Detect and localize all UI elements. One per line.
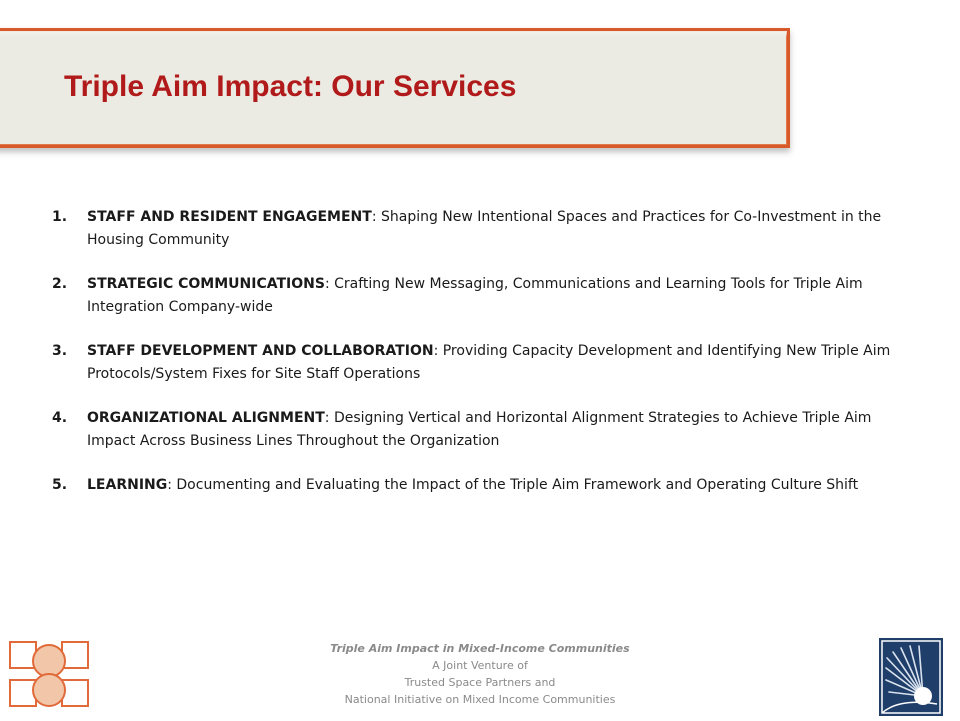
footer-line: National Initiative on Mixed Income Communities (344, 693, 616, 706)
service-name: LEARNING (87, 477, 168, 493)
trusted-space-partners-logo-icon (8, 638, 90, 715)
footer-line: A Joint Venture of (432, 659, 528, 672)
service-name: STAFF DEVELOPMENT AND COLLABORATION (87, 343, 434, 359)
service-description: : Designing Vertical and Horizontal Alignment Strategies to Achieve Triple Aim Impact Across Business Lines Throughout the Organization (87, 410, 872, 449)
service-description: : Shaping New Intentional Spaces and Practices for Co-Investment in the Housing Community (87, 209, 882, 248)
service-description: : Providing Capacity Development and Identifying New Triple Aim Protocols/System Fixes for Site Staff Operations (87, 343, 891, 382)
service-item (52, 206, 892, 252)
slide-title: Triple Aim Impact: Our Services (64, 70, 517, 103)
service-name: STAFF AND RESIDENT ENGAGEMENT (87, 209, 372, 225)
footer-line: Trusted Space Partners and (404, 676, 556, 689)
service-number: 2. (52, 276, 68, 292)
service-number: 1. (52, 209, 68, 225)
service-item (52, 273, 892, 319)
nimc-sunburst-logo-icon (879, 638, 943, 721)
services-list (52, 206, 892, 518)
service-item (52, 407, 892, 453)
service-item (52, 474, 892, 497)
service-description: : Crafting New Messaging, Communications and Learning Tools for Triple Aim Integration Company-wide (87, 276, 863, 315)
service-number: 3. (52, 343, 68, 359)
service-number: 5. (52, 477, 68, 493)
service-description: : Documenting and Evaluating the Impact of the Triple Aim Framework and Operating Culture Shift (167, 477, 859, 493)
service-number: 4. (52, 410, 68, 426)
footer (250, 640, 710, 708)
service-name: ORGANIZATIONAL ALIGNMENT (87, 410, 325, 426)
service-name: STRATEGIC COMMUNICATIONS (87, 276, 325, 292)
footer-title: Triple Aim Impact in Mixed-Income Communities (330, 642, 630, 655)
service-item (52, 340, 892, 386)
